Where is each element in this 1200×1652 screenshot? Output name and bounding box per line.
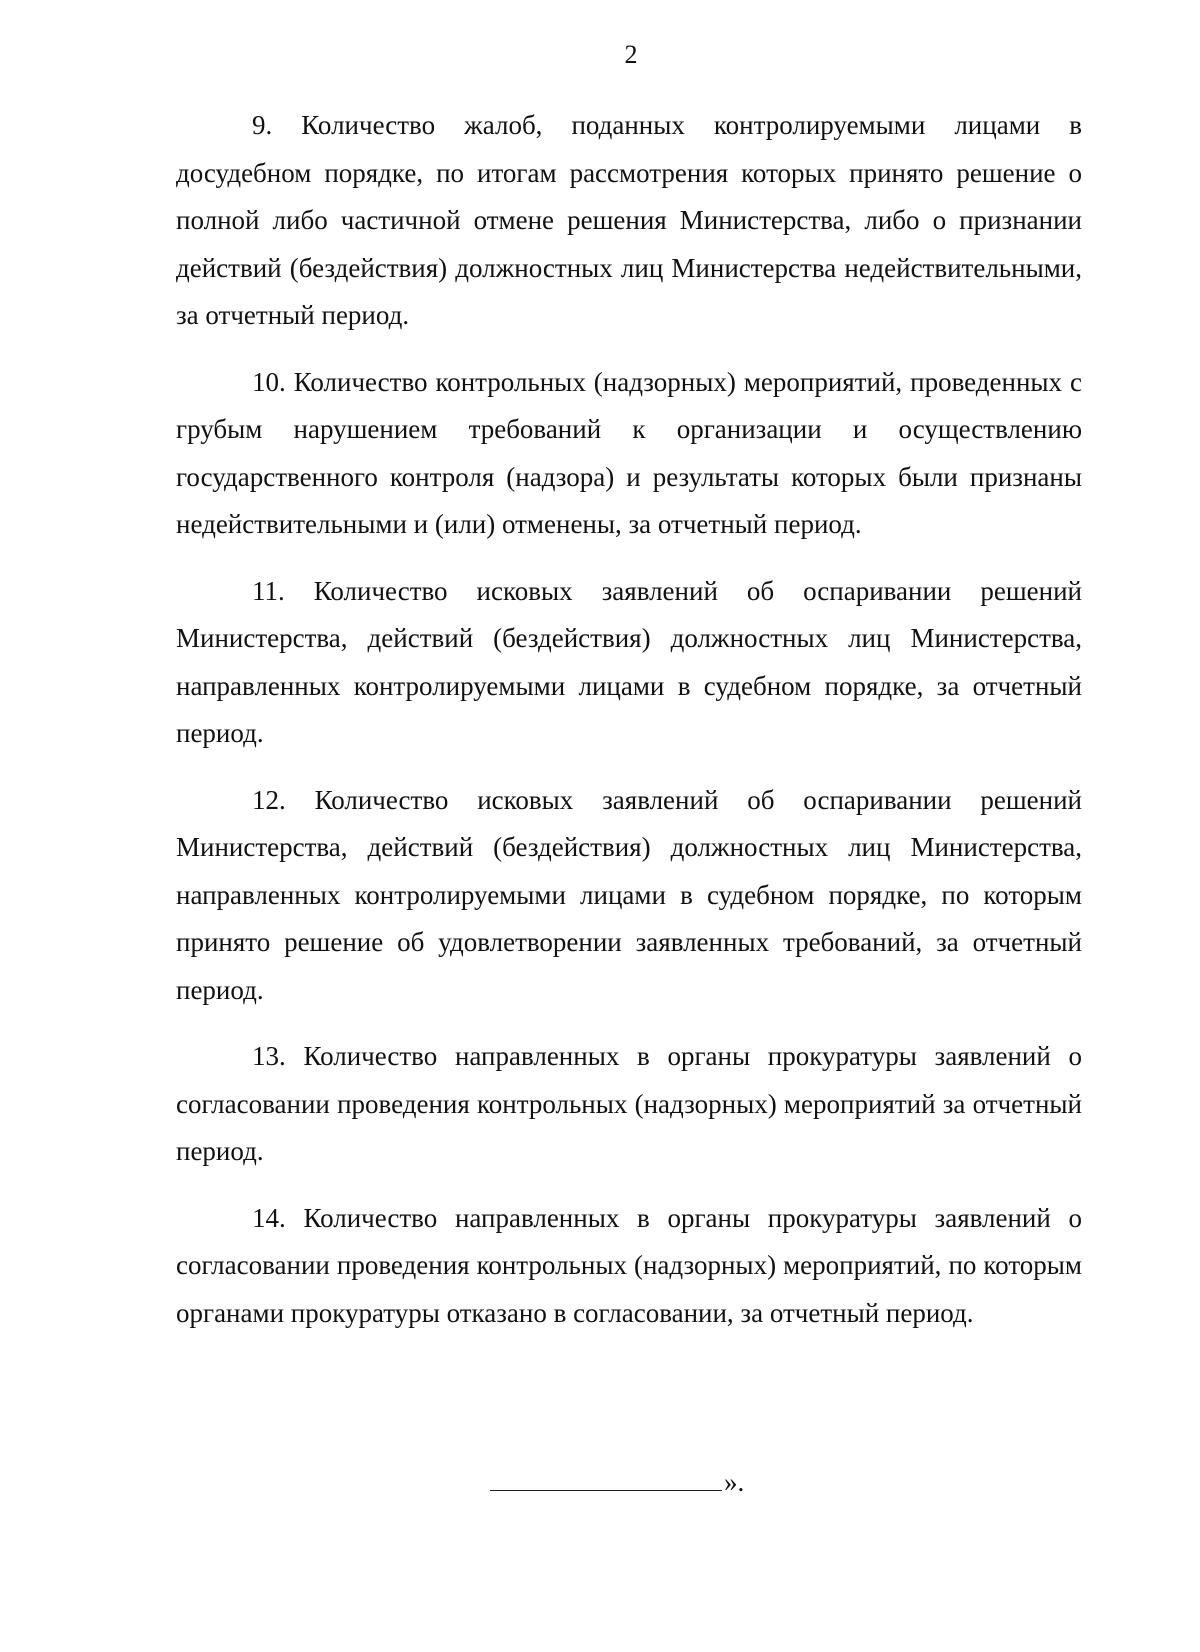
paragraph-item-13: 13. Количество направленных в органы прокуратуры заявлений о согласовании проведения контрольных (надзорных) мероприятий за отчетный период. bbox=[176, 1041, 1082, 1166]
paragraph-item-11: 11. Количество исковых заявлений об оспаривании решений Министерства, действий (бездействия) должностных лиц Министерства, направленных контролируемыми лицами в судебном порядке, за отчетный период. bbox=[176, 575, 1082, 748]
paragraph-item-14: 14. Количество направленных в органы прокуратуры заявлений о согласовании проведения контрольных (надзорных) мероприятий, по которым органами прокуратуры отказано в согласовании, за отчетный период. bbox=[176, 1202, 1082, 1328]
closing-quote-mark: ». bbox=[724, 1467, 745, 1497]
page-number: 2 bbox=[624, 40, 638, 69]
closing-block bbox=[490, 1462, 744, 1502]
document-body bbox=[176, 102, 1082, 1356]
paragraph-item-10: 10. Количество контрольных (надзорных) мероприятий, проведенных с грубым нарушением требований к организации и осуществлению государственного контроля (надзора) и результаты которых были признаны недействительными и (или) отменены, за отчетный период. bbox=[176, 366, 1082, 539]
closing-rule bbox=[490, 1470, 722, 1491]
paragraph-item-12: 12. Количество исковых заявлений об оспаривании решений Министерства, действий (бездействия) должностных лиц Министерства, направленных контролируемыми лицами в судебном порядке, по которым принято решение об удовлетворении заявленных требований, за отчетный период. bbox=[176, 784, 1082, 1005]
paragraph-item-9: 9. Количество жалоб, поданных контролируемыми лицами в досудебном порядке, по итогам рассмотрения которых принято решение о полной либо частичной отмене решения Министерства, либо о признании действий (бездействия) должностных лиц Министерства недействительными, за отчетный период. bbox=[176, 110, 1082, 330]
